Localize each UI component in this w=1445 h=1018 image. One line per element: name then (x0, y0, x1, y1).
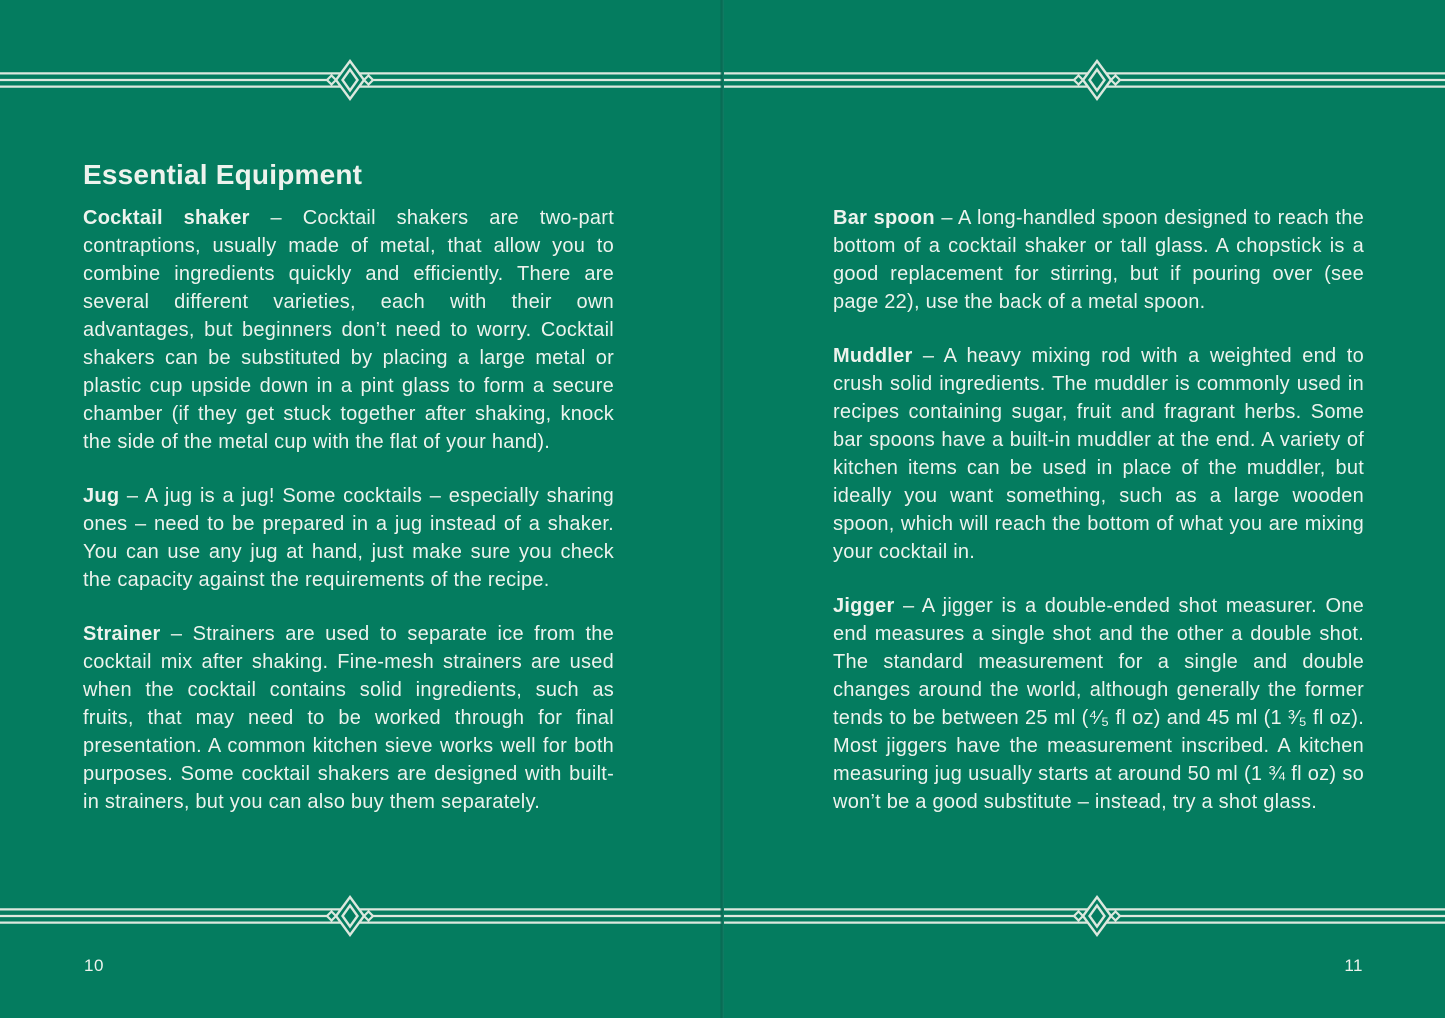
diamond-ornament-icon (327, 897, 373, 935)
entry-jug (83, 482, 614, 594)
entry-text: – A jigger is a double-ended shot measurer. One end measures a single shot and the other a double shot. The standard measurement for a single and double changes around the world, although generally the former tends to be between 25 ml (⁴⁄₅ fl oz) and 45 ml (1 ³⁄₅ fl oz). Most jiggers have the measurement inscribed. A kitchen measuring jug usually starts at around 50 ml (1 ¾ fl oz) so won’t be a good substitute – instead, try a shot glass. (833, 595, 1365, 813)
entry-term: Cocktail shaker (83, 207, 250, 229)
diamond-ornament-icon (1074, 897, 1120, 935)
entry-term: Jug (83, 485, 120, 507)
diamond-ornament-icon (1074, 61, 1120, 99)
entry-text: – A long-handled spoon designed to reach the bottom of a cocktail shaker or tall glass. A chopstick is a good replacement for stirring, but if pouring over (see page 22), use the back of a metal spoon. (833, 207, 1364, 313)
entry-strainer (83, 620, 614, 816)
left-page-column (83, 158, 614, 816)
entry-text: – Cocktail shakers are two-part contraptions, usually made of metal, that allow you to combine ingredients quickly and efficiently. There are several different varieties, each with their own advantages, but beginners don’t need to worry. Cocktail shakers can be substituted by placing a large metal or plastic cup upside down in a pint glass to form a secure chamber (if they get stuck together after shaking, knock the side of the metal cup with the flat of your hand). (83, 207, 615, 453)
entry-term: Bar spoon (833, 207, 935, 229)
entry-term: Jigger (833, 595, 895, 617)
entry-text: – A jug is a jug! Some cocktails – especially sharing ones – need to be prepared in a jug instead of a shaker. You can use any jug at hand, just make sure you check the capacity against the requirements of the recipe. (83, 485, 614, 591)
entry-cocktail-shaker (83, 204, 614, 456)
entry-text: – A heavy mixing rod with a weighted end to crush solid ingredients. The muddler is commonly used in recipes containing sugar, fruit and fragrant herbs. Some bar spoons have a built-in muddler at the end. A variety of kitchen items can be used in place of the muddler, but ideally you want something, such as a large wooden spoon, which will reach the bottom of what you are mixing your cocktail in. (833, 345, 1364, 563)
page-number-right: 11 (1344, 956, 1363, 975)
entry-muddler (833, 342, 1364, 566)
right-page-column (833, 204, 1364, 816)
page-number-left: 10 (84, 956, 104, 975)
section-title: Essential Equipment (83, 159, 363, 190)
entry-text: – Strainers are used to separate ice from the cocktail mix after shaking. Fine-mesh strainers are used when the cocktail contains solid ingredients, such as fruits, that may need to be worked through for final presentation. A common kitchen sieve works well for both purposes. Some cocktail shakers are designed with built-in strainers, but you can also buy them separately. (83, 623, 615, 813)
entry-bar-spoon (833, 204, 1364, 316)
entry-jigger (833, 592, 1364, 816)
page-fold-divider (720, 0, 724, 1018)
entry-term: Strainer (83, 623, 161, 645)
diamond-ornament-icon (327, 61, 373, 99)
entry-term: Muddler (833, 345, 913, 367)
